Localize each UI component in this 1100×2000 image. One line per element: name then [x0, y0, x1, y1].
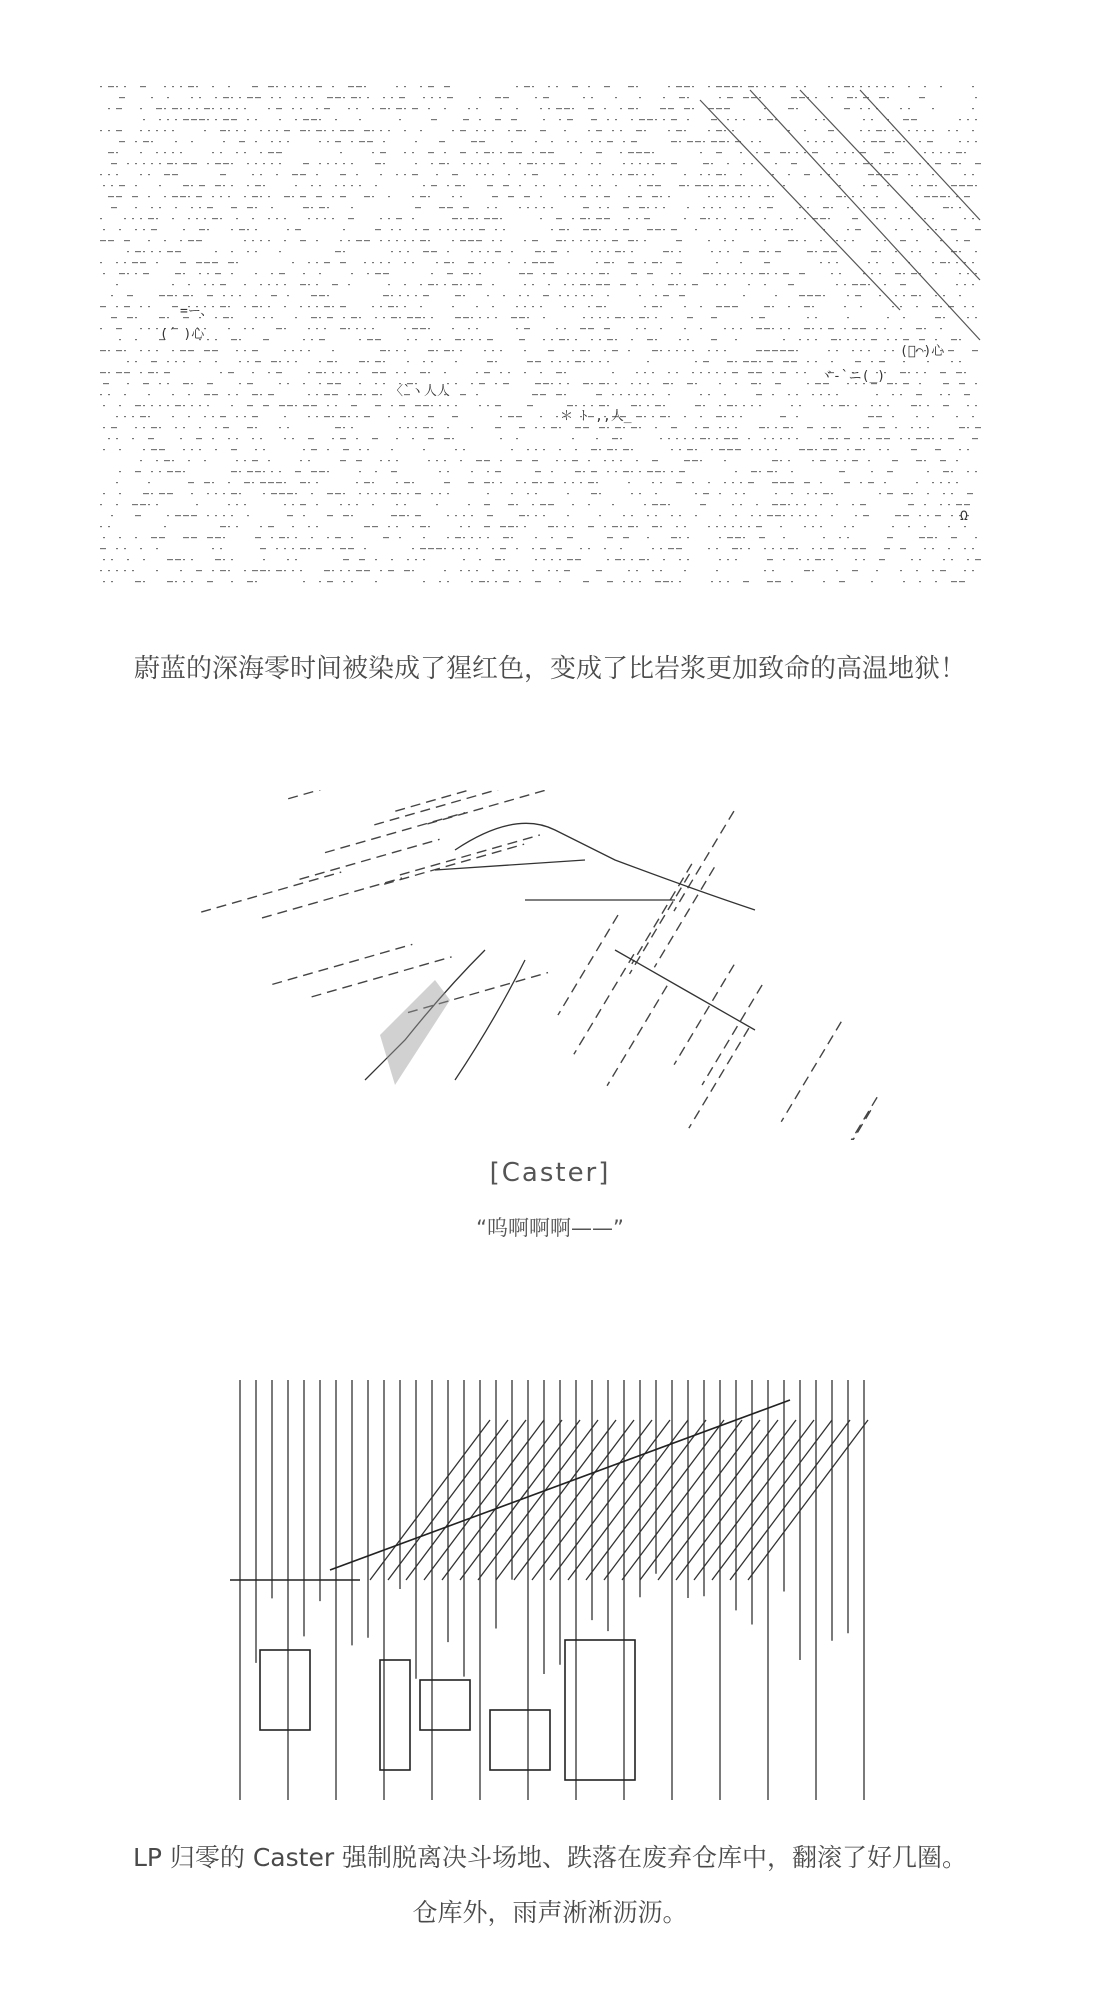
ascii-art-panel-sea	[100, 80, 1000, 620]
svg-text:Ω: Ω	[960, 509, 968, 524]
panel-1-caption: 蔚蓝的深海零时间被染成了猩红色，变成了比岩浆更加致命的高温地狱！	[133, 654, 966, 684]
ascii-art-panel-warehouse	[230, 1380, 880, 1800]
ascii-art-sea-image	[100, 80, 1000, 620]
ascii-art-panel-caster	[195, 790, 915, 1140]
speaker-name: [Caster]	[489, 1158, 611, 1188]
svg-text:ヾ-`ニ(_): ヾ-`ニ(_)	[820, 369, 886, 384]
ascii-art-warehouse-image	[230, 1380, 880, 1800]
panel-3-caption-line-1: LP 归零的 Caster 强制脱离决斗场地、跌落在废弃仓库中，翻滚了好几圈。	[132, 1843, 968, 1872]
panel-3-caption-line-2: 仓库外，雨声淅淅沥沥。	[412, 1898, 688, 1927]
svg-text:(´ )心: (´ )心	[160, 327, 205, 342]
ascii-art-caster-image	[195, 790, 915, 1140]
svg-text:〈`ヽ人人: 〈`ヽ人人	[390, 384, 450, 399]
dialogue-line: “呜啊啊啊——”	[476, 1216, 624, 1240]
svg-text:=ー、: =ー、	[180, 304, 214, 319]
svg-text:(ﾟ⌒)心: (ﾟ⌒)心	[900, 344, 945, 359]
svg-text:＊ ﾄ ,,人_: ＊ ﾄ ,,人_	[560, 409, 632, 424]
